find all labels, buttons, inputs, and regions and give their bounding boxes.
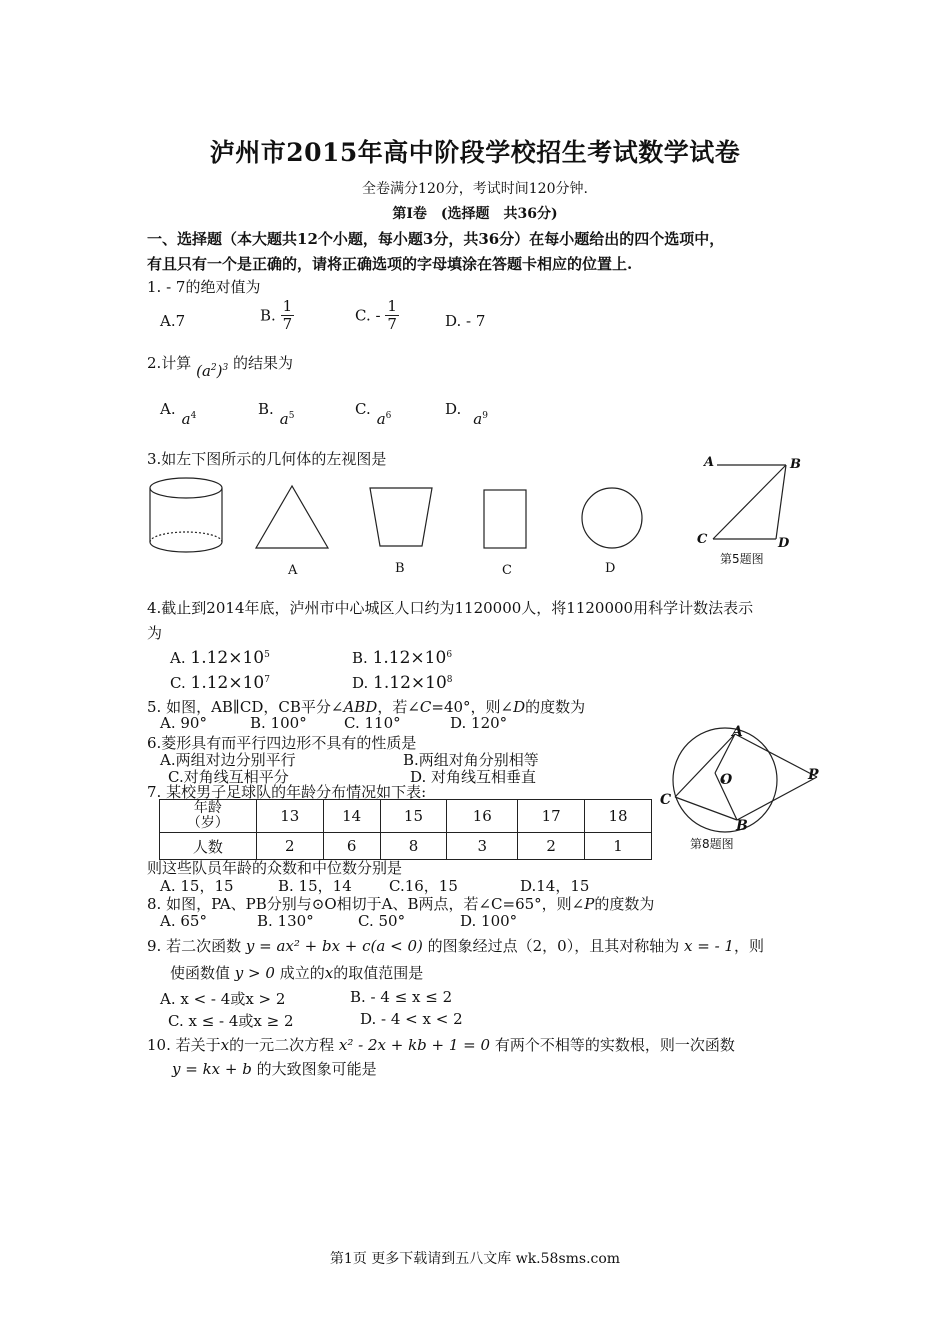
q1-option-a: A.7 — [160, 312, 186, 330]
table-cell: 13 — [256, 800, 323, 833]
table-cell: 1 — [585, 833, 652, 860]
option-b-trapezoid — [370, 488, 432, 546]
q7-option-b: B. 15，14 — [278, 877, 352, 895]
fig8-caption: 第8题图 — [690, 837, 734, 851]
q6-option-a: A.两组对边分别平行 — [160, 751, 296, 769]
q3-label-d: D — [605, 561, 616, 576]
q2-option-d: $D.a^9$ — [445, 400, 488, 428]
q1-option-d: D. - 7 — [445, 312, 486, 330]
q3-label-b: B — [395, 561, 405, 576]
q3-figures — [140, 470, 670, 580]
q4-option-c: C. $1.12\times 10^7$ — [170, 673, 270, 693]
q2-stem: 2.计算 $(a^2)^3$ 的结果为 — [147, 354, 294, 380]
fig5-label-b: B — [790, 457, 801, 472]
fig8-label-o: O — [720, 772, 733, 788]
q9-stem: 9. 若二次函数 y = ax² + bx + c(a < 0) 的图象经过点（2，0），且其对称轴为 x = - 1，则 — [147, 937, 764, 955]
page-footer: 第1页 更多下载请到五八文库 wk.58sms.com — [329, 1251, 621, 1267]
q6-option-c: C.对角线互相平分 — [168, 768, 289, 786]
q4-option-b: B. $1.12\times 10^6$ — [352, 648, 453, 668]
q5-option-b: B. 100° — [250, 714, 307, 732]
table-cell: 2 — [256, 833, 323, 860]
option-a-triangle — [256, 486, 328, 548]
table-header-cell: 年龄 （岁） — [160, 800, 257, 833]
table-cell: 16 — [447, 800, 518, 833]
table-header-cell: 人数 — [160, 833, 257, 860]
table-cell: 14 — [323, 800, 380, 833]
q10-stem: 10. 若关于x的一元二次方程 x² - 2x + kb + 1 = 0 有两个不相等的实数根，则一次函数 — [147, 1036, 735, 1054]
table-cell: 6 — [323, 833, 380, 860]
q2-option-b: $B.a^5$ — [258, 400, 295, 428]
q7-option-c: C.16，15 — [389, 877, 458, 895]
q8-option-b: B. 130° — [257, 912, 314, 930]
fig5-label-c: C — [697, 532, 708, 547]
q4-stem-cont: 为 — [147, 624, 163, 642]
fig8-label-c: C — [660, 792, 672, 808]
q9-option-c: C. x ≤ - 4或x ≥ 2 — [168, 1012, 294, 1030]
q5-option-a: A. 90° — [160, 714, 207, 732]
q7-stem: 7. 某校男子足球队的年龄分布情况如下表: — [147, 783, 427, 801]
q10-stem-cont: y = kx + b 的大致图象可能是 — [172, 1060, 377, 1078]
q6-option-b: B.两组对角分别相等 — [403, 751, 539, 769]
q9-option-a: A. x < - 4或x > 2 — [160, 990, 286, 1008]
table-cell: 18 — [585, 800, 652, 833]
table-cell: 15 — [380, 800, 447, 833]
section-instructions-line1: 一、选择题（本大题共12个小题，每小题3分，共36分）在每小题给出的四个选项中， — [147, 230, 725, 248]
cylinder-solid — [150, 478, 222, 552]
q4-stem: 4.截止到2014年底，泸州市中心城区人口约为1120000人，将1120000用科学计数法表示 — [147, 599, 754, 617]
q1-option-b — [260, 298, 294, 333]
q4-option-d: D. $1.12\times 10^8$ — [352, 673, 453, 693]
q7-stem-cont: 则这些队员年龄的众数和中位数分别是 — [147, 859, 403, 877]
table-cell: 17 — [518, 800, 585, 833]
q1-c-label: C. - — [355, 306, 381, 325]
q9-option-d: D. - 4 < x < 2 — [360, 1010, 463, 1028]
q7-option-a: A. 15，15 — [160, 877, 234, 895]
section-instructions-line2: 有且只有一个是正确的，请将正确选项的字母填涂在答题卡相应的位置上. — [147, 255, 633, 273]
q3-label-a: A — [288, 563, 298, 578]
exam-info: 全卷满分120分，考试时间120分钟. — [362, 181, 588, 197]
q7-option-d: D.14，15 — [520, 877, 590, 895]
q8-option-a: A. 65° — [160, 912, 207, 930]
q5-option-d: D. 120° — [450, 714, 508, 732]
q5-stem: 5. 如图，AB∥CD，CB平分∠ABD，若∠C=40°，则∠D的度数为 — [147, 698, 586, 716]
table-row — [160, 800, 652, 833]
q1-b-label: B. — [260, 306, 276, 325]
option-d-circle — [582, 488, 642, 548]
fig8-label-p: P — [808, 767, 819, 783]
q9-option-b: B. - 4 ≤ x ≤ 2 — [350, 988, 453, 1006]
q1-option-c — [355, 298, 399, 333]
table-row — [160, 833, 652, 860]
q3-stem: 3.如左下图所示的几何体的左视图是 — [147, 450, 387, 468]
q6-stem: 6.菱形具有而平行四边形不具有的性质是 — [147, 734, 417, 752]
q5-option-c: C. 110° — [344, 714, 401, 732]
q7-age-table — [159, 799, 652, 860]
q4-option-a: A. $1.12\times 10^5$ — [170, 648, 270, 668]
q1-b-fraction: $\frac{1}{7}$ — [282, 297, 293, 333]
q8-option-d: D. 100° — [460, 912, 518, 930]
q1-stem: 1. - 7的绝对值为 — [147, 278, 261, 296]
table-cell: 2 — [518, 833, 585, 860]
table-cell: 3 — [447, 833, 518, 860]
page-title: 泸州市2015年高中阶段学校招生考试数学试卷 — [209, 138, 741, 167]
q2-option-a: $A.a^4$ — [160, 400, 197, 428]
fig8-label-a: A — [732, 724, 743, 740]
q8-stem: 8. 如图，PA、PB分别与⊙O相切于A、B两点，若∠C=65°，则∠P的度数为 — [147, 895, 655, 913]
table-cell: 8 — [380, 833, 447, 860]
q8-option-c: C. 50° — [358, 912, 406, 930]
part-heading: 第Ⅰ卷 (选择题 共36分) — [392, 206, 558, 222]
fig8-label-b: B — [736, 818, 748, 834]
option-c-rectangle — [484, 490, 526, 548]
fig5-label-d: D — [778, 536, 790, 551]
q1-c-fraction: $\frac{1}{7}$ — [387, 297, 397, 333]
fig5-label-a: A — [704, 455, 715, 470]
fig5-caption: 第5题图 — [720, 552, 764, 566]
q9-stem-cont: 使函数值 y > 0 成立的x的取值范围是 — [170, 964, 424, 982]
q6-option-d: D. 对角线互相垂直 — [410, 768, 537, 786]
q2-option-c: $C.a^6$ — [355, 400, 392, 428]
q3-label-c: C — [502, 563, 512, 578]
